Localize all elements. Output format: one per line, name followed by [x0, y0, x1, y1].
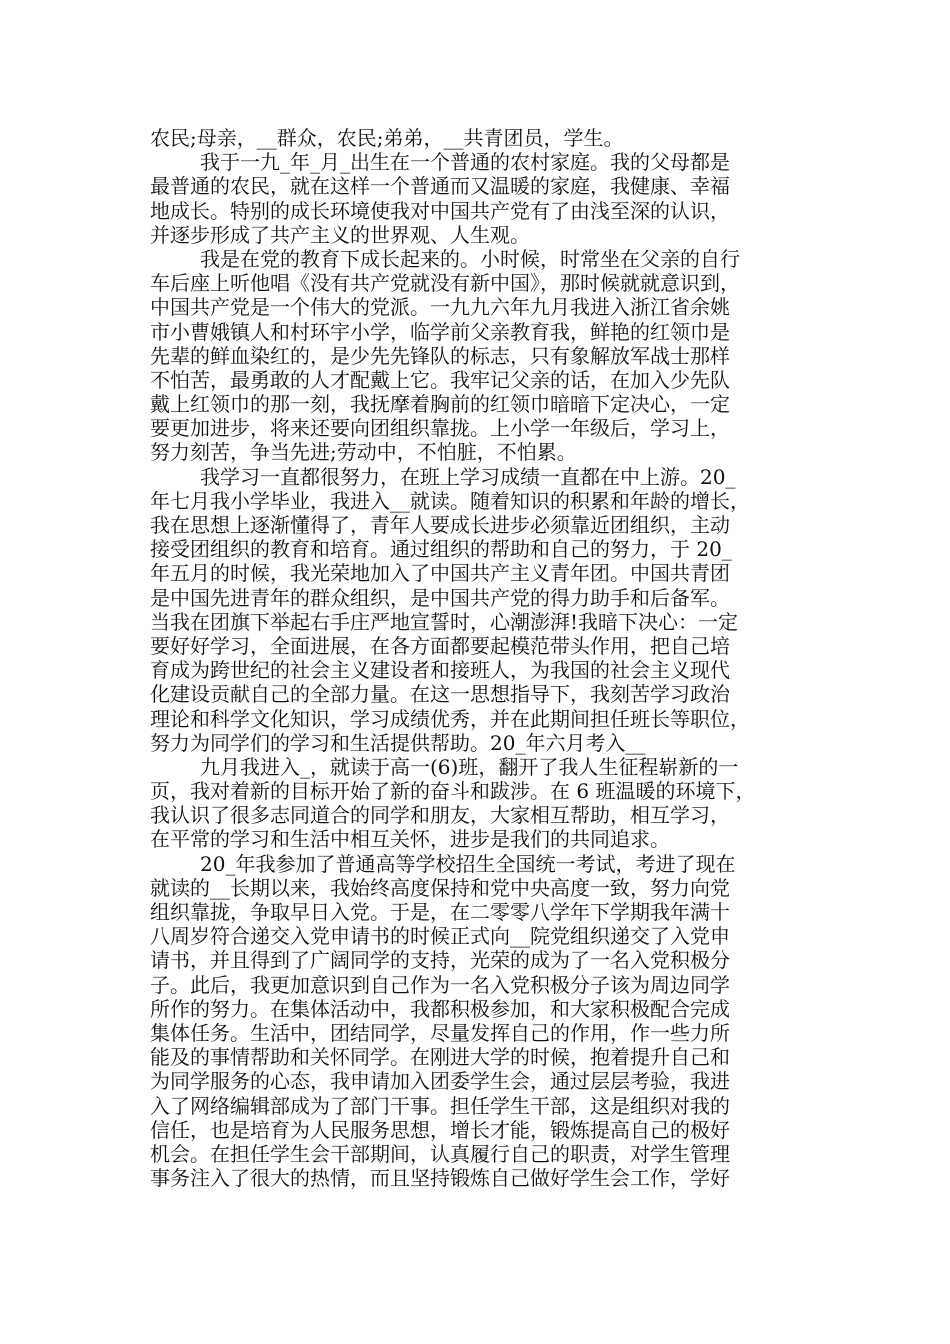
text-line: 组织靠拢，争取早日入党。于是，在二零零八学年下学期我年满十 — [150, 900, 730, 924]
text-line: 先辈的鲜血染红的，是少先先锋队的标志，只有象解放军战士那样 — [150, 343, 730, 368]
text-line: 化建设贡献自己的全部力量。在这一思想指导下，我刻苦学习政治 — [150, 682, 730, 707]
text-line: 子。此后，我更加意识到自己作为一名入党积极分子该为周边同学 — [150, 972, 730, 997]
text-line: 当我在团旗下举起右手庄严地宣誓时，心潮澎湃!我暗下决心：一定 — [150, 609, 739, 634]
text-line: 为同学服务的心态，我申请加入团委学生会，通过层层考验，我进 — [150, 1069, 730, 1094]
text-line: 我于一九_年_月_出生在一个普通的农村家庭。我的父母都是 — [200, 150, 730, 175]
text-line: 事务注入了很大的热情，而且坚持锻炼自己做好学生会工作，学好 — [150, 1166, 730, 1191]
text-line: 接受团组织的教育和培育。通过组织的帮助和自己的努力，于 20_ — [150, 537, 732, 562]
text-line: 我在思想上逐渐懂得了，青年人要成长进步必须靠近团组织，主动 — [150, 513, 730, 537]
text-line: 八周岁符合递交入党申请书的时候正式向__院党组织递交了入党申 — [150, 924, 730, 949]
text-line: 车后座上听他唱《没有共产党就没有新中国》，那时候就就意识到， — [150, 271, 740, 296]
text-line: 努力刻苦，争当先进;劳动中，不怕脏，不怕累。 — [150, 440, 577, 465]
body-text — [150, 126, 802, 1190]
text-line: 九月我进入_，就读于高一(6)班，翻开了我人生征程崭新的一 — [200, 754, 739, 779]
text-line: 戴上红领巾的那一刻，我抚摩着胸前的红领巾暗暗下定决心，一定 — [150, 392, 730, 417]
text-line: 育成为跨世纪的社会主义建设者和接班人，为我国的社会主义现代 — [150, 658, 730, 683]
text-line: 农民;母亲，__群众，农民;弟弟，__共青团员，学生。 — [150, 126, 624, 150]
text-line: 我认识了很多志同道合的同学和朋友，大家相互帮助，相互学习， — [150, 803, 730, 828]
text-line: 入了网络编辑部成为了部门干事。担任学生干部，这是组织对我的 — [150, 1093, 730, 1118]
text-line: 是中国先进青年的群众组织，是中国共产党的得力助手和后备军。 — [150, 585, 730, 610]
text-line: 所作的努力。在集体活动中，我都积极参加，和大家积极配合完成 — [150, 996, 730, 1021]
text-line: 机会。在担任学生会干部期间，认真履行自己的职责，对学生管理 — [150, 1141, 730, 1166]
text-line: 年七月我小学毕业，我进入__就读。随着知识的积累和年龄的增长， — [150, 488, 750, 513]
text-line: 不怕苦，最勇敢的人才配戴上它。我牢记父亲的话，在加入少先队 — [150, 367, 730, 392]
text-line: 年五月的时候，我光荣地加入了中国共产主义青年团。中国共青团 — [150, 561, 730, 586]
text-line: 页，我对着新的目标开始了新的奋斗和跋涉。在 6 班温暖的环境下， — [150, 779, 756, 804]
text-line: 理论和科学文化知识，学习成绩优秀，并在此期间担任班长等职位， — [150, 706, 750, 731]
text-line: 地成长。特别的成长环境使我对中国共产党有了由浅至深的认识， — [150, 198, 730, 223]
text-line: 最普通的农民，就在这样一个普通而又温暖的家庭，我健康、幸福 — [150, 174, 730, 199]
text-line: 能及的事情帮助和关怀同学。在刚进大学的时候，抱着提升自己和 — [150, 1045, 730, 1070]
text-line: 集体任务。生活中，团结同学，尽量发挥自己的作用，作一些力所 — [150, 1020, 730, 1045]
text-line: 20_年我参加了普通高等学校招生全国统一考试，考进了现在 — [200, 851, 736, 876]
text-line: 并逐步形成了共产主义的世界观、人生观。 — [150, 222, 530, 247]
text-line: 中国共产党是一个伟大的党派。一九九六年九月我进入浙江省余姚 — [150, 295, 730, 320]
text-line: 要更加进步，将来还要向团组织靠拢。上小学一年级后，学习上， — [150, 416, 730, 441]
text-line: 在平常的学习和生活中相互关怀，进步是我们的共同追求。 — [150, 827, 670, 852]
text-line: 努力为同学们的学习和生活提供帮助。20_年六月考入__ — [150, 730, 646, 755]
text-line: 市小曹娥镇人和村环宇小学，临学前父亲教育我，鲜艳的红领巾是 — [150, 319, 730, 344]
text-line: 我是在党的教育下成长起来的。小时候，时常坐在父亲的自行 — [200, 246, 740, 271]
text-line: 请书，并且得到了广阔同学的支持，光荣的成为了一名入党积极分 — [150, 948, 730, 973]
text-line: 我学习一直都很努力，在班上学习成绩一直都在中上游。20_ — [200, 464, 736, 489]
text-line: 就读的__长期以来，我始终高度保持和党中央高度一致，努力向党 — [150, 875, 730, 900]
text-line: 信任，也是培育为人民服务思想，增长才能，锻炼提高自己的极好 — [150, 1117, 730, 1142]
text-line: 要好好学习，全面进展，在各方面都要起模范带头作用，把自己培 — [150, 633, 730, 658]
